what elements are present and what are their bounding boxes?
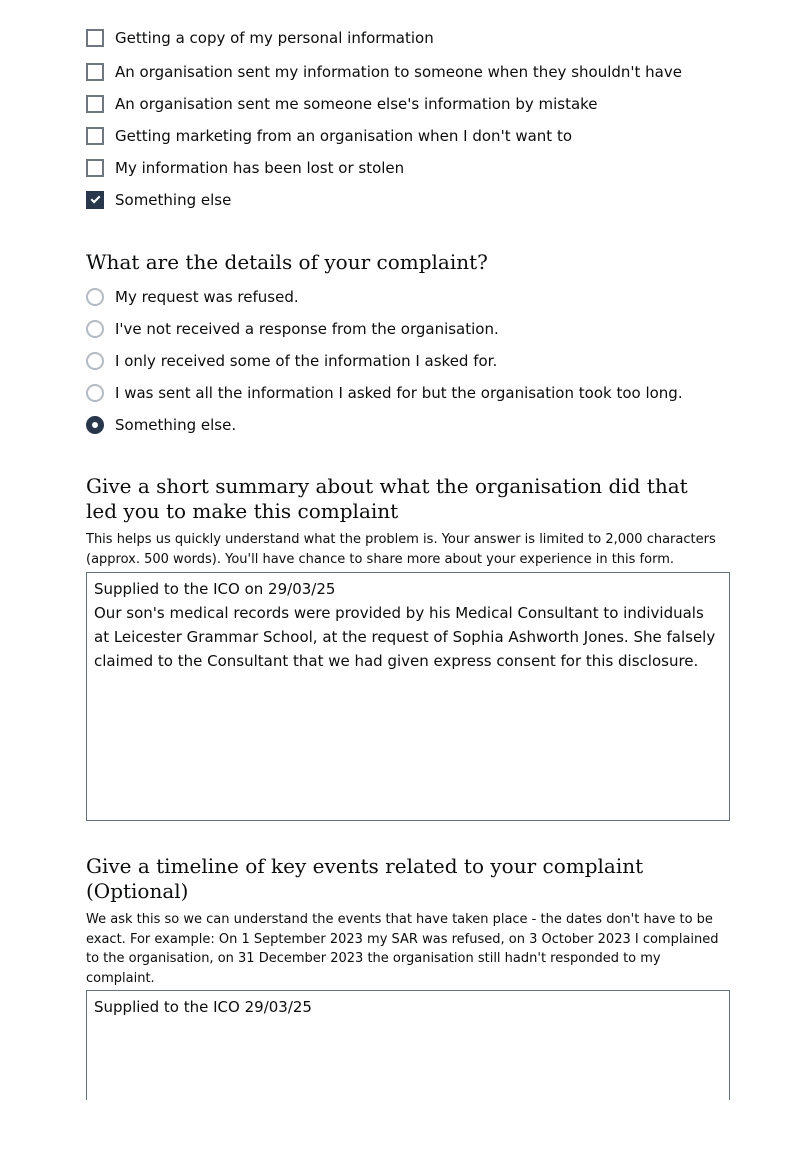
radio-row[interactable] bbox=[86, 320, 732, 338]
radio-label[interactable]: I was sent all the information I asked for but the organisation took too long. bbox=[115, 384, 683, 402]
clipped-checkbox-row bbox=[86, 29, 732, 48]
checkbox[interactable] bbox=[86, 127, 104, 145]
checkbox-row[interactable] bbox=[86, 159, 732, 177]
radio-button[interactable] bbox=[86, 384, 104, 402]
timeline-hint-text: We ask this so we can understand the events that have taken place - the dates don't have to be exact. For example: On 1 September 2023 my SAR was refused, on 3 October 2023 I complained to the organisation, on 31 December 2023 the organisation still hadn't responded to my complaint. bbox=[86, 912, 719, 986]
radio-row-something-else[interactable] bbox=[86, 416, 732, 434]
summary-hint-text: This helps us quickly understand what the problem is. Your answer is limited to 2,000 characters (approx. 500 words). You'll have chance to share more about your experience in this form. bbox=[86, 532, 716, 567]
radio-row[interactable] bbox=[86, 288, 732, 306]
checkbox-row[interactable] bbox=[86, 29, 434, 47]
checkbox-label[interactable]: My information has been lost or stolen bbox=[115, 159, 405, 177]
checkbox-row[interactable] bbox=[86, 63, 732, 81]
checkbox-label[interactable]: An organisation sent me someone else's information by mistake bbox=[115, 95, 598, 113]
radio-button[interactable] bbox=[86, 288, 104, 306]
summary-question-heading: Give a short summary about what the organisation did that led you to make this complaint bbox=[86, 474, 688, 523]
radio-label[interactable]: Something else. bbox=[115, 416, 237, 434]
checkbox-label[interactable]: An organisation sent my information to someone when they shouldn't have bbox=[115, 63, 682, 81]
checkmark-icon bbox=[91, 194, 101, 204]
form-content bbox=[0, 29, 794, 1100]
radio-row[interactable] bbox=[86, 384, 732, 402]
timeline-textarea[interactable] bbox=[86, 990, 730, 1100]
radio-button[interactable] bbox=[86, 416, 104, 434]
radio-button[interactable] bbox=[86, 352, 104, 370]
summary-textarea[interactable] bbox=[86, 572, 730, 821]
details-radio-group bbox=[86, 288, 732, 434]
radio-label[interactable]: I only received some of the information I asked for. bbox=[115, 352, 498, 370]
radio-label[interactable]: My request was refused. bbox=[115, 288, 299, 306]
checkbox[interactable] bbox=[86, 191, 104, 209]
checkbox[interactable] bbox=[86, 29, 104, 47]
complaint-form-page bbox=[0, 29, 794, 1165]
checkbox-row[interactable] bbox=[86, 95, 732, 113]
timeline-question-heading: Give a timeline of key events related to your complaint (Optional) bbox=[86, 854, 644, 903]
checkbox[interactable] bbox=[86, 95, 104, 113]
checkbox-label[interactable]: Getting marketing from an organisation when I don't want to bbox=[115, 127, 573, 145]
complaint-about-checkbox-group bbox=[86, 63, 732, 209]
radio-label[interactable]: I've not received a response from the organisation. bbox=[115, 320, 499, 338]
checkbox-row[interactable] bbox=[86, 127, 732, 145]
radio-row[interactable] bbox=[86, 352, 732, 370]
checkbox[interactable] bbox=[86, 159, 104, 177]
checkbox-row-something-else[interactable] bbox=[86, 191, 732, 209]
checkbox[interactable] bbox=[86, 63, 104, 81]
radio-dot-icon bbox=[92, 422, 98, 428]
radio-button[interactable] bbox=[86, 320, 104, 338]
details-question-heading: What are the details of your complaint? bbox=[86, 250, 488, 274]
checkbox-label[interactable]: Getting a copy of my personal information bbox=[115, 29, 434, 47]
checkbox-label[interactable]: Something else bbox=[115, 191, 232, 209]
